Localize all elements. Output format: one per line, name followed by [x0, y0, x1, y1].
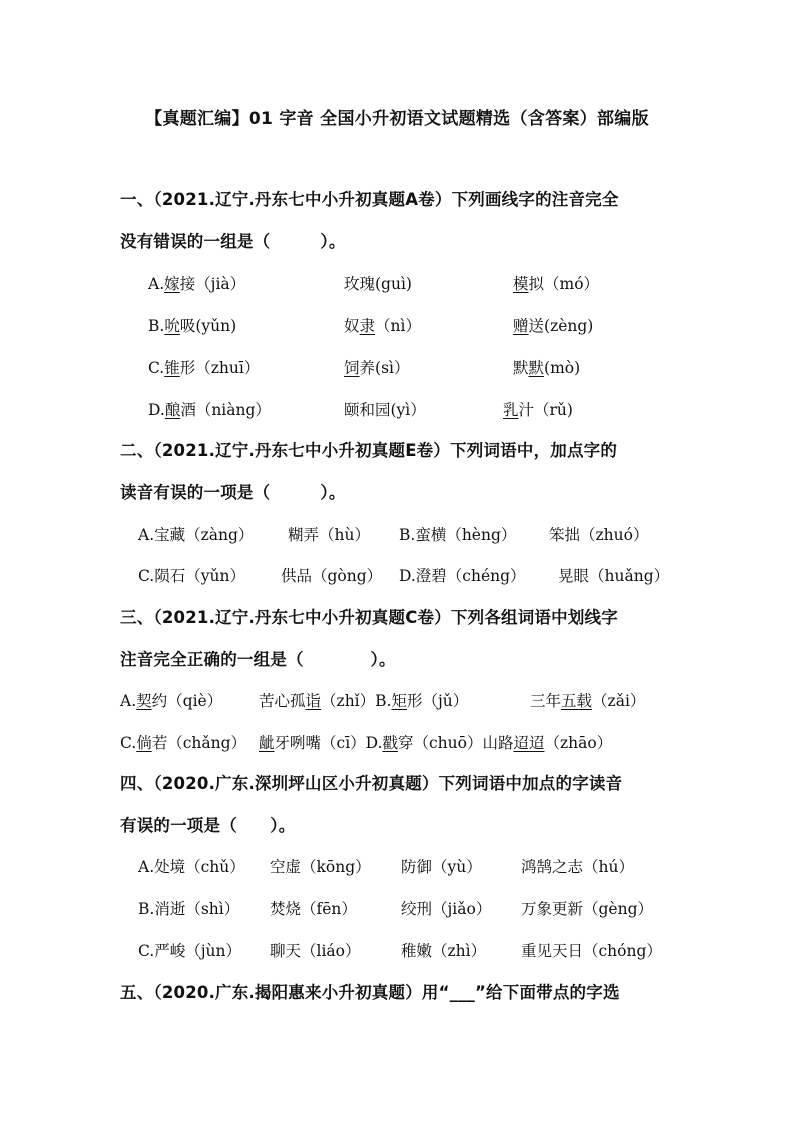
q1-stem-line1: 一、（2021.辽宁.丹东七中小升初真题A卷）下列画线字的注音完全 [120, 190, 619, 209]
q3-stem-line1: 三、（2021.辽宁.丹东七中小升初真题C卷）下列各组词语中划线字 [120, 608, 618, 627]
q4-stem-line2: 有误的一项是（ ）。 [120, 816, 296, 835]
q3-stem-line2: 注音完全正确的一组是（ ）。 [120, 650, 396, 669]
document-title: 【真题汇编】01 字音 全国小升初语文试题精选（含答案）部编版 [145, 109, 649, 129]
q2-stem-line2: 读音有误的一项是（ ）。 [120, 483, 346, 502]
q5-stem-line1: 五、（2020.广东.揭阳惠来小升初真题）用“___”给下面带点的字选 [120, 983, 620, 1002]
q2-stem-line1: 二、（2021.辽宁.丹东七中小升初真题E卷）下列词语中，加点字的 [120, 441, 618, 460]
q4-stem-line1: 四、（2020.广东.深圳坪山区小升初真题）下列词语中加点的字读音 [120, 774, 623, 793]
q1-stem-line2: 没有错误的一组是（ ）。 [120, 232, 346, 251]
